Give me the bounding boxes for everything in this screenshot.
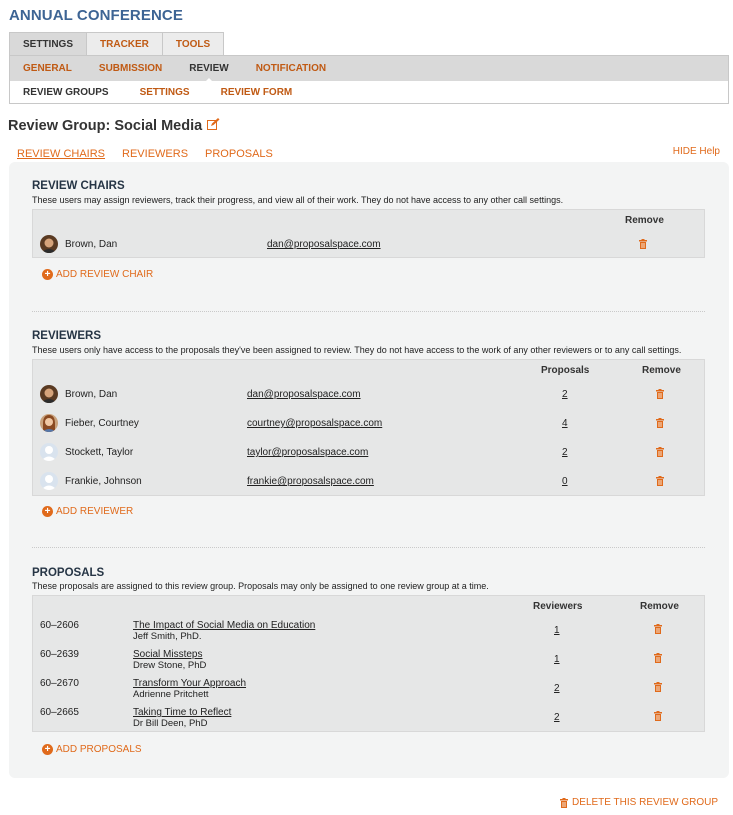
table-row <box>33 674 704 703</box>
section-link-review-chairs[interactable]: REVIEW CHAIRS <box>17 148 106 160</box>
trash-icon[interactable] <box>656 476 664 486</box>
add-proposals-button[interactable] <box>42 744 142 755</box>
add-reviewer-label: ADD REVIEWER <box>56 506 134 517</box>
reviewer-email[interactable]: courtney@proposalspace.com <box>247 418 383 429</box>
table-row <box>33 616 704 645</box>
table-row <box>33 467 704 496</box>
trash-icon[interactable] <box>654 624 662 634</box>
trash-icon[interactable] <box>654 711 662 721</box>
col-reviewers: Reviewers <box>533 601 583 612</box>
review-chairs-title: REVIEW CHAIRS <box>32 180 125 192</box>
delete-review-group-button[interactable] <box>560 797 718 808</box>
plus-circle-icon: + <box>42 269 53 280</box>
plus-circle-icon: + <box>42 506 53 517</box>
proposal-id: 60–2665 <box>40 707 79 718</box>
proposal-title[interactable]: Transform Your Approach <box>133 678 247 689</box>
review-chairs-table <box>32 209 705 258</box>
hide-help-link[interactable]: HIDE Help <box>672 146 720 157</box>
subsubtab-review-groups[interactable]: REVIEW GROUPS <box>23 87 109 98</box>
reviewer-name: Brown, Dan <box>65 389 118 400</box>
trash-icon[interactable] <box>656 447 664 457</box>
col-proposals: Proposals <box>541 365 590 376</box>
trash-icon[interactable] <box>654 653 662 663</box>
reviewer-proposal-count[interactable]: 2 <box>562 447 568 458</box>
table-row <box>33 645 704 674</box>
reviewer-email[interactable]: frankie@proposalspace.com <box>247 476 374 487</box>
table-row <box>33 380 704 409</box>
proposal-title[interactable]: Social Missteps <box>133 649 203 660</box>
subsubtab-review-form[interactable]: REVIEW FORM <box>220 87 293 98</box>
reviewer-name: Fieber, Courtney <box>65 418 139 429</box>
col-remove: Remove <box>625 215 664 226</box>
proposal-author: Jeff Smith, PhD. <box>133 631 202 642</box>
col-remove: Remove <box>642 365 681 376</box>
proposal-id: 60–2606 <box>40 620 79 631</box>
proposal-reviewer-count[interactable]: 2 <box>554 712 560 723</box>
divider <box>32 311 705 312</box>
chair-name: Brown, Dan <box>65 239 118 250</box>
proposals-title: PROPOSALS <box>32 567 105 579</box>
reviewer-email[interactable]: dan@proposalspace.com <box>247 389 361 400</box>
proposals-description: These proposals are assigned to this review group. Proposals may only be assigned to one review group at a time. <box>32 581 489 591</box>
trash-icon[interactable] <box>654 682 662 692</box>
section-link-reviewers[interactable]: REVIEWERS <box>122 148 189 160</box>
page-title <box>8 118 220 134</box>
table-row <box>33 230 704 259</box>
reviewers-table <box>32 359 705 496</box>
add-review-chair-label: ADD REVIEW CHAIR <box>56 269 154 280</box>
settings-nav <box>9 55 729 104</box>
divider <box>32 547 705 548</box>
tab-settings[interactable]: SETTINGS <box>9 32 87 56</box>
reviewers-description: These users only have access to the proposals they've been assigned to review. They do not have access to the work of any other reviewers or to any call settings. <box>32 345 682 355</box>
table-row <box>33 703 704 732</box>
trash-icon[interactable] <box>656 389 664 399</box>
trash-icon[interactable] <box>656 418 664 428</box>
chair-email[interactable]: dan@proposalspace.com <box>267 239 381 250</box>
photo-male-icon <box>40 235 58 253</box>
tab-tools[interactable]: TOOLS <box>162 32 224 56</box>
proposals-table <box>32 595 705 732</box>
proposal-reviewer-count[interactable]: 1 <box>554 654 560 665</box>
section-links <box>17 148 290 160</box>
edit-icon[interactable] <box>207 118 220 134</box>
proposal-id: 60–2639 <box>40 649 79 660</box>
app-title: ANNUAL CONFERENCE <box>9 7 183 24</box>
review-subnav <box>10 81 728 104</box>
proposal-title[interactable]: Taking Time to Reflect <box>133 707 232 718</box>
reviewer-email[interactable]: taylor@proposalspace.com <box>247 447 369 458</box>
proposal-id: 60–2670 <box>40 678 79 689</box>
col-remove: Remove <box>640 601 679 612</box>
proposal-author: Drew Stone, PhD <box>133 660 207 671</box>
reviewer-proposal-count[interactable]: 4 <box>562 418 568 429</box>
subsubtab-settings[interactable]: SETTINGS <box>139 87 190 98</box>
table-row <box>33 409 704 438</box>
plus-circle-icon: + <box>42 744 53 755</box>
proposal-reviewer-count[interactable]: 2 <box>554 683 560 694</box>
trash-icon[interactable] <box>639 239 647 249</box>
subtab-general[interactable]: GENERAL <box>23 63 72 74</box>
photo-female-icon <box>40 414 58 432</box>
subtab-submission[interactable]: SUBMISSION <box>98 63 163 74</box>
subtab-review[interactable]: REVIEW <box>189 63 229 74</box>
proposal-title[interactable]: The Impact of Social Media on Education <box>133 620 316 631</box>
default-user-icon <box>40 443 58 461</box>
tab-tracker[interactable]: TRACKER <box>86 32 163 56</box>
sub-tabs <box>10 56 728 81</box>
proposal-author: Dr Bill Deen, PhD <box>133 718 208 729</box>
top-tabs <box>9 32 223 56</box>
review-group-panel <box>9 162 729 778</box>
table-row <box>33 438 704 467</box>
page-title-text: Review Group: Social Media <box>8 118 203 134</box>
subtab-notification[interactable]: NOTIFICATION <box>255 63 327 74</box>
add-reviewer-button[interactable] <box>42 506 133 517</box>
review-chairs-description: These users may assign reviewers, track their progress, and view all of their work. They do not have access to any other call settings. <box>32 195 564 205</box>
reviewer-name: Stockett, Taylor <box>65 447 134 458</box>
reviewer-proposal-count[interactable]: 0 <box>562 476 568 487</box>
add-proposals-label: ADD PROPOSALS <box>56 744 142 755</box>
reviewers-title: REVIEWERS <box>32 330 102 342</box>
trash-icon <box>560 798 568 808</box>
photo-male-icon <box>40 385 58 403</box>
proposal-author: Adrienne Pritchett <box>133 689 209 700</box>
delete-review-group-label: DELETE THIS REVIEW GROUP <box>572 797 718 808</box>
proposal-reviewer-count[interactable]: 1 <box>554 625 560 636</box>
default-user-icon <box>40 472 58 490</box>
section-link-proposals[interactable]: PROPOSALS <box>205 148 273 160</box>
add-review-chair-button[interactable] <box>42 269 153 280</box>
reviewer-name: Frankie, Johnson <box>65 476 142 487</box>
reviewer-proposal-count[interactable]: 2 <box>562 389 568 400</box>
